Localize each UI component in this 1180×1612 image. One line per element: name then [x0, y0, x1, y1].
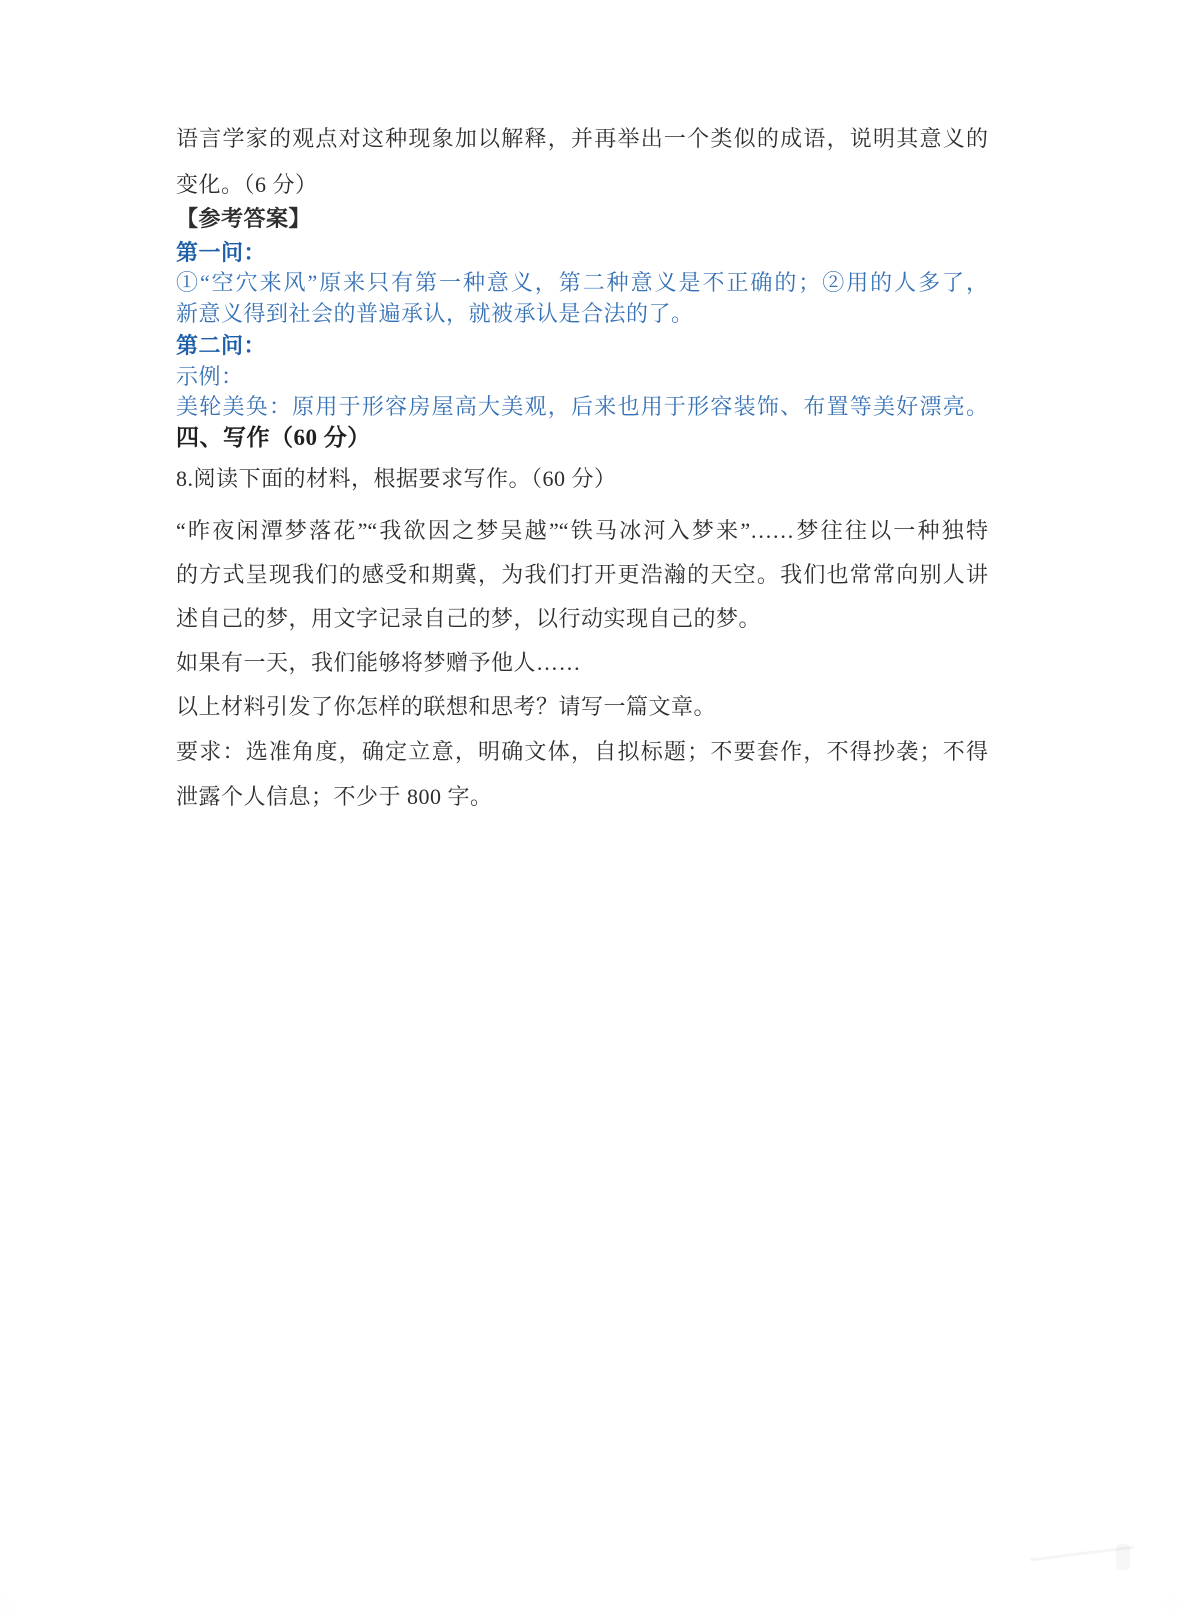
reference-answer-header: 【参考答案】 — [176, 206, 312, 231]
question7-tail-line-2: 变化。（6 分） — [176, 172, 318, 197]
writing-section-heading: 四、写作（60 分） — [176, 425, 371, 450]
answer-part1-line-2: 新意义得到社会的普遍承认，就被承认是合法的了。 — [176, 301, 694, 326]
answer-part1-line-1: ①“空穴来风”原来只有第一种意义，第二种意义是不正确的；②用的人多了， — [176, 270, 988, 295]
material-line-1: “昨夜闲潭梦落花”“我欲因之梦吴越”“铁马冰河入梦来”……梦往往以一种独特 — [176, 518, 988, 543]
question8-intro: 8.阅读下面的材料，根据要求写作。（60 分） — [176, 466, 617, 491]
question7-tail-line-1: 语言学家的观点对这种现象加以解释，并再举出一个类似的成语，说明其意义的 — [176, 126, 988, 151]
answer-part2-label: 第二问： — [176, 333, 267, 358]
answer-example-label: 示例： — [176, 364, 244, 389]
material-line-2: 的方式呈现我们的感受和期冀，为我们打开更浩瀚的天空。我们也常常向别人讲 — [176, 562, 988, 587]
requirements-line-2: 泄露个人信息；不少于 800 字。 — [176, 784, 493, 809]
answer-part1-label: 第一问： — [176, 240, 267, 265]
requirements-line-1: 要求：选准角度，确定立意，明确文体，自拟标题；不要套作，不得抄袭；不得 — [176, 739, 988, 764]
prompt-line: 以上材料引发了你怎样的联想和思考？请写一篇文章。 — [176, 694, 717, 719]
answer-example-line: 美轮美奂：原用于形容房屋高大美观，后来也用于形容装饰、布置等美好漂亮。 — [176, 394, 988, 419]
material-line-4: 如果有一天，我们能够将梦赠予他人…… — [176, 650, 582, 675]
material-line-3: 述自己的梦，用文字记录自己的梦，以行动实现自己的梦。 — [176, 606, 762, 631]
scan-artifact-blob — [1116, 1544, 1130, 1570]
